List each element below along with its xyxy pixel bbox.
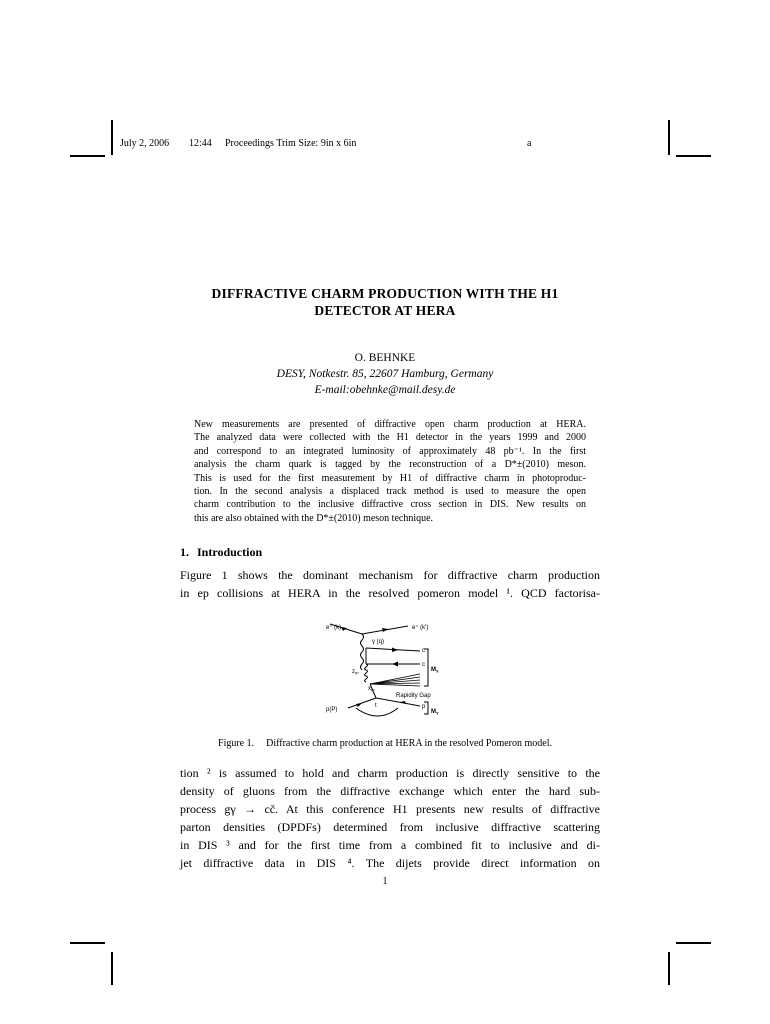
abstract-line: New measurements are presented of diffractive open charm production at HERA. xyxy=(194,419,586,430)
abstract xyxy=(194,418,586,525)
abstract-line: this are also obtained with the D*±(2010) meson technique. xyxy=(194,512,434,524)
crop-mark-bl-h xyxy=(70,942,105,944)
section-heading xyxy=(180,545,262,560)
crop-mark-bl-v xyxy=(111,952,113,985)
paper-title-line-2: DETECTOR AT HERA xyxy=(314,303,456,318)
body-line: density of gluons from the diffractive exchange which enter the hard sub- xyxy=(180,784,600,798)
label-gamma: γ (q) xyxy=(372,639,384,645)
crop-mark-tl-h xyxy=(70,155,105,157)
crop-mark-br-v xyxy=(668,952,670,985)
header-mark: a xyxy=(527,138,532,149)
crop-mark-tl-v xyxy=(111,120,113,155)
label-c2: c xyxy=(422,662,425,668)
label-c1: c xyxy=(422,648,425,654)
author-email: E-mail:obehnke@mail.desy.de xyxy=(314,384,456,396)
page-number: 1 xyxy=(382,876,388,887)
author-affiliation: DESY, Notkestr. 85, 22607 Hamburg, Germany xyxy=(276,368,494,380)
body-line: in ep collisions at HERA in the resolved pomeron model ¹. QCD factorisa- xyxy=(180,586,600,600)
paper-title-line-1: DIFFRACTIVE CHARM PRODUCTION WITH THE H1 xyxy=(211,286,559,301)
paper-title xyxy=(0,285,770,319)
label-e-in: e⁺ (k) xyxy=(326,625,342,631)
header-trim-size: Proceedings Trim Size: 9in x 6in xyxy=(225,138,357,149)
figure-caption-text: Diffractive charm production at HERA in the resolved Pomeron model. xyxy=(266,738,552,749)
crop-mark-tr-h xyxy=(676,155,711,157)
abstract-line: The analyzed data were collected with the H1 detector in the years 1999 and 2000 xyxy=(194,432,586,444)
label-t: t xyxy=(375,703,377,709)
abstract-line: and correspond to an integrated luminosity of approximately 48 pb⁻¹. In the first xyxy=(194,445,586,457)
crop-mark-tr-v xyxy=(668,120,670,155)
label-xp: $x_{IP}$ xyxy=(368,686,375,693)
label-zp: $z_{IP}$ xyxy=(352,669,359,676)
body-line: in DIS ³ and for the first time from a combined fit to inclusive and di- xyxy=(180,838,600,852)
figure-caption xyxy=(0,738,770,749)
label-rapidity-gap: Rapidity Gap xyxy=(396,693,431,699)
body-line: Figure 1 shows the dominant mechanism for diffractive charm production xyxy=(180,568,600,582)
abstract-line: analysis the charm quark is tagged by the reconstruction of a D*±(2010) meson. xyxy=(194,459,586,471)
feynman-diagram xyxy=(320,618,450,724)
intro-paragraph xyxy=(180,566,600,602)
abstract-line: tion. In the second analysis a displaced track method is used to measure the open xyxy=(194,486,586,498)
section-number: 1. xyxy=(180,545,189,559)
header-time: 12:44 xyxy=(189,138,212,149)
label-e-out: e⁺ (k') xyxy=(412,625,429,631)
author-block xyxy=(0,350,770,398)
continued-paragraph xyxy=(180,764,600,872)
label-p-in: p(P) xyxy=(326,707,338,713)
label-p-out: p xyxy=(422,704,426,710)
label-my: $M_Y$ xyxy=(431,709,439,716)
section-title: Introduction xyxy=(197,545,263,559)
body-line: process gγ → cč. At this conference H1 presents new results of diffractive xyxy=(180,802,600,816)
body-line: tion ² is assumed to hold and charm production is directly sensitive to the xyxy=(180,766,600,780)
figure-caption-label: Figure 1. xyxy=(218,738,255,749)
abstract-line: charm contribution to the inclusive diffractive cross section in DIS. New results on xyxy=(194,499,586,511)
body-line: jet diffractive data in DIS ⁴. The dijets provide direct information on xyxy=(180,856,600,870)
abstract-line: This is used for the first measurement by H1 of diffractive charm in photoproduc- xyxy=(194,472,586,484)
author-name: O. BEHNKE xyxy=(354,352,416,364)
header-date: July 2, 2006 xyxy=(120,138,170,149)
body-line: parton densities (DPDFs) determined from inclusive diffractive scattering xyxy=(180,820,600,834)
crop-mark-br-h xyxy=(676,942,711,944)
label-mx: $M_X$ xyxy=(431,667,439,674)
